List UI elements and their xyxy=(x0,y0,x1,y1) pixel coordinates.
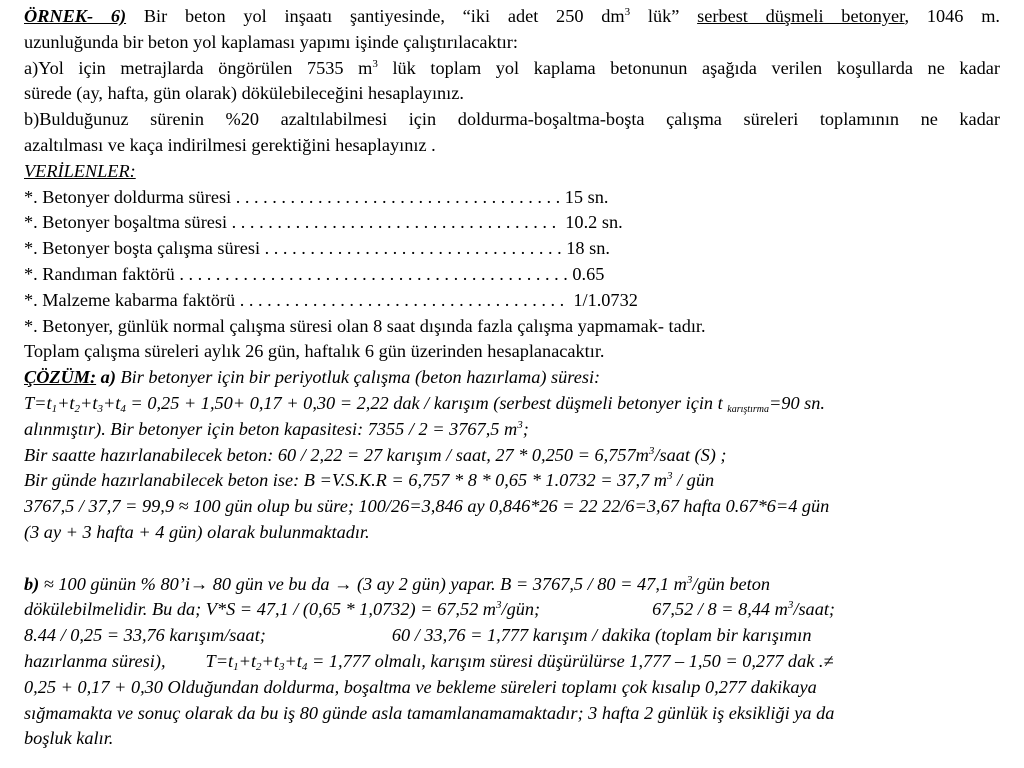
question-a-line2: sürede (ay, hafta, gün olarak) dökülebileceğini hesaplayınız. xyxy=(24,83,464,104)
text-span: 4 xyxy=(120,402,126,415)
text-span: 3 xyxy=(496,599,502,612)
text-span: = 0,25 + 1,50+ 0,17 + 0,30 = 2,22 dak / karışım (serbest düşmeli betonyer için t xyxy=(125,392,728,413)
text-span: hazırlanma süresi), xyxy=(24,650,166,671)
text-span: /gün; xyxy=(501,599,541,620)
solution-b-line xyxy=(24,623,1000,649)
solution-heading: ÇÖZÜM: xyxy=(24,367,97,388)
text-span: ≈ 100 günün % 80’i→ 80 gün ve bu da → (3 ay 2 gün) yapar. B = 3767,5 / 80 = 47,1 m xyxy=(39,573,687,594)
text-span: 3 xyxy=(97,402,103,415)
text-span: 4 xyxy=(301,660,308,673)
text-span: +t xyxy=(284,650,302,671)
text-span: 3 xyxy=(517,418,523,431)
solution-line: 3767,5 / 37,7 = 99,9 ≈ 100 gün olup bu süre; 100/26=3,846 ay 0,846*26 = 22 22/6=3,67 hafta 0.67*6=4 gün xyxy=(24,496,830,517)
text-span: dökülebilmelidir. Bu da; V*S = 47,1 / (0,65 * 1,0732) = 67,52 m xyxy=(24,599,497,620)
text-span: /gün beton xyxy=(692,573,770,594)
solution-b-line xyxy=(24,572,1000,598)
text-span: = 1,777 olmalı, karışım süresi düşürülürse 1,777 – 1,50 = 0,277 dak .≠ xyxy=(307,650,834,671)
solution-line: (3 ay + 3 hafta + 4 gün) olarak bulunmaktadır. xyxy=(24,521,370,542)
text-span: a)Yol için metrajlarda öngörülen 7535 m xyxy=(24,57,373,78)
given-item: *. Betonyer boşaltma süresi . . . . . . . . . . . . . . . . . . . . . . . . . . . . . . . . . . . . 10.2 sn. xyxy=(24,212,623,233)
text-span: 1 xyxy=(233,660,239,673)
solution-b-line xyxy=(24,597,1000,623)
given-item: *. Betonyer, günlük normal çalışma süresi olan 8 saat dışında fazla çalışma yapmamak- tadır. xyxy=(24,315,706,336)
given-note: Toplam çalışma süreleri aylık 26 gün, haftalık 6 gün üzerinden hesaplanacaktır. xyxy=(24,341,605,362)
text-span: 67,52 / 8 = 8,44 m xyxy=(652,599,788,620)
text-span: +t xyxy=(261,650,279,671)
solution-heading-line xyxy=(24,365,1000,391)
text-span: , 1046 m. xyxy=(904,6,1000,26)
given-item: *. Betonyer boşta çalışma süresi . . . . . . . . . . . . . . . . . . . . . . . . . . . . . . . . . 18 sn. xyxy=(24,238,610,259)
problem-label: ÖRNEK- 6) xyxy=(24,6,127,26)
text-span: 3 xyxy=(787,599,794,612)
text-span: 3 xyxy=(666,470,673,483)
text-span: Bir beton yol inşaatı şantiyesinde, “iki adet 250 dm xyxy=(126,6,625,26)
text-span: 3 xyxy=(372,57,378,70)
solution-line xyxy=(24,443,1000,469)
text-span: 3 xyxy=(278,660,285,673)
solution-line xyxy=(24,417,1000,443)
solution-b-line: sığmamakta ve sonuç olarak da bu iş 80 günde asla tamamlanamamaktadır; 3 hafta 2 günlük iş eksikliği ya da xyxy=(24,702,835,723)
text-span: / gün xyxy=(672,470,715,491)
text-span: 3 xyxy=(624,6,631,18)
solution-line xyxy=(24,468,1000,494)
text-span: lük toplam yol kaplama betonunun aşağıda verilen koşullarda ne kadar xyxy=(377,57,1000,78)
problem-intro-line2: uzunluğunda bir beton yol kaplaması yapımı işinde çalıştırılacaktır: xyxy=(24,31,518,52)
text-span: Bir betonyer için bir periyotluk çalışma (beton hazırlama) süresi: xyxy=(115,367,601,388)
solution-b-line: 0,25 + 0,17 + 0,30 Olduğundan doldurma, boşaltma ve bekleme süreleri toplamı çok kısalıp 0,277 dakikaya xyxy=(24,676,817,697)
text-span: =90 sn. xyxy=(768,392,825,413)
text-span: lük” xyxy=(630,6,698,26)
text-span: Bir saatte hazırlanabilecek beton: 60 / 2,22 = 27 karışım / saat, 27 * 0,250 = 6,757m xyxy=(24,444,649,465)
given-item: *. Randıman faktörü . . . . . . . . . . . . . . . . . . . . . . . . . . . . . . . . . . . . . . . . . . . 0.65 xyxy=(24,263,605,284)
text-span: 1 xyxy=(51,402,58,415)
text-span: b) xyxy=(24,573,40,594)
given-heading: VERİLENLER: xyxy=(24,160,136,181)
text-span: ; xyxy=(522,418,529,439)
given-item: *. Betonyer doldurma süresi . . . . . . . . . . . . . . . . . . . . . . . . . . . . . . . . . . . . 15 sn. xyxy=(24,186,609,207)
solution-b-line xyxy=(24,649,1000,675)
spacer xyxy=(24,546,1000,572)
question-a-line1 xyxy=(24,56,1000,82)
text-span: +t xyxy=(102,392,121,413)
text-span: /saat (S) ; xyxy=(654,444,727,465)
text-span: T=t xyxy=(24,392,52,413)
text-span: Bir günde hazırlanabilecek beton ise: B =V.S.K.R = 6,757 * 8 * 0,65 * 1.0732 = 37,7 m xyxy=(24,470,667,491)
text-span: 2 xyxy=(256,660,262,673)
text-span: 60 / 33,76 = 1,777 karışım / dakika (toplam bir karışımın xyxy=(391,625,812,646)
text-span: 3 xyxy=(686,573,693,586)
question-b-line1: b)Bulduğunuz sürenin %20 azaltılabilmesi için doldurma-boşaltma-boşta çalışma süreleri toplamının ne kadar xyxy=(24,109,1000,130)
text-span: 2 xyxy=(74,402,81,415)
text-span: T=t xyxy=(205,650,234,671)
problem-intro-line1 xyxy=(24,4,1000,30)
text-span: alınmıştır). Bir betonyer için beton kapasitesi: 7355 / 2 = 3767,5 m xyxy=(24,418,518,439)
underlined-term: serbest düşmeli betonyer xyxy=(697,6,905,26)
solution-b-line: boşluk kalır. xyxy=(24,728,114,749)
text-span: karıştırma xyxy=(727,403,769,415)
solution-line xyxy=(24,391,1000,417)
text-span: +t xyxy=(80,392,98,413)
text-span: 8.44 / 0,25 = 33,76 karışım/saat; xyxy=(24,625,266,646)
text-span: a) xyxy=(96,367,116,388)
text-span: +t xyxy=(238,650,257,671)
question-b-line2: azaltılması ve kaça indirilmesi gerektiğini hesaplayınız . xyxy=(24,134,436,155)
given-item: *. Malzeme kabarma faktörü . . . . . . . . . . . . . . . . . . . . . . . . . . . . . . . . . . . . 1/1.0732 xyxy=(24,289,638,310)
text-span: +t xyxy=(57,392,75,413)
text-span: 3 xyxy=(648,444,655,457)
text-span: /saat; xyxy=(793,599,836,620)
